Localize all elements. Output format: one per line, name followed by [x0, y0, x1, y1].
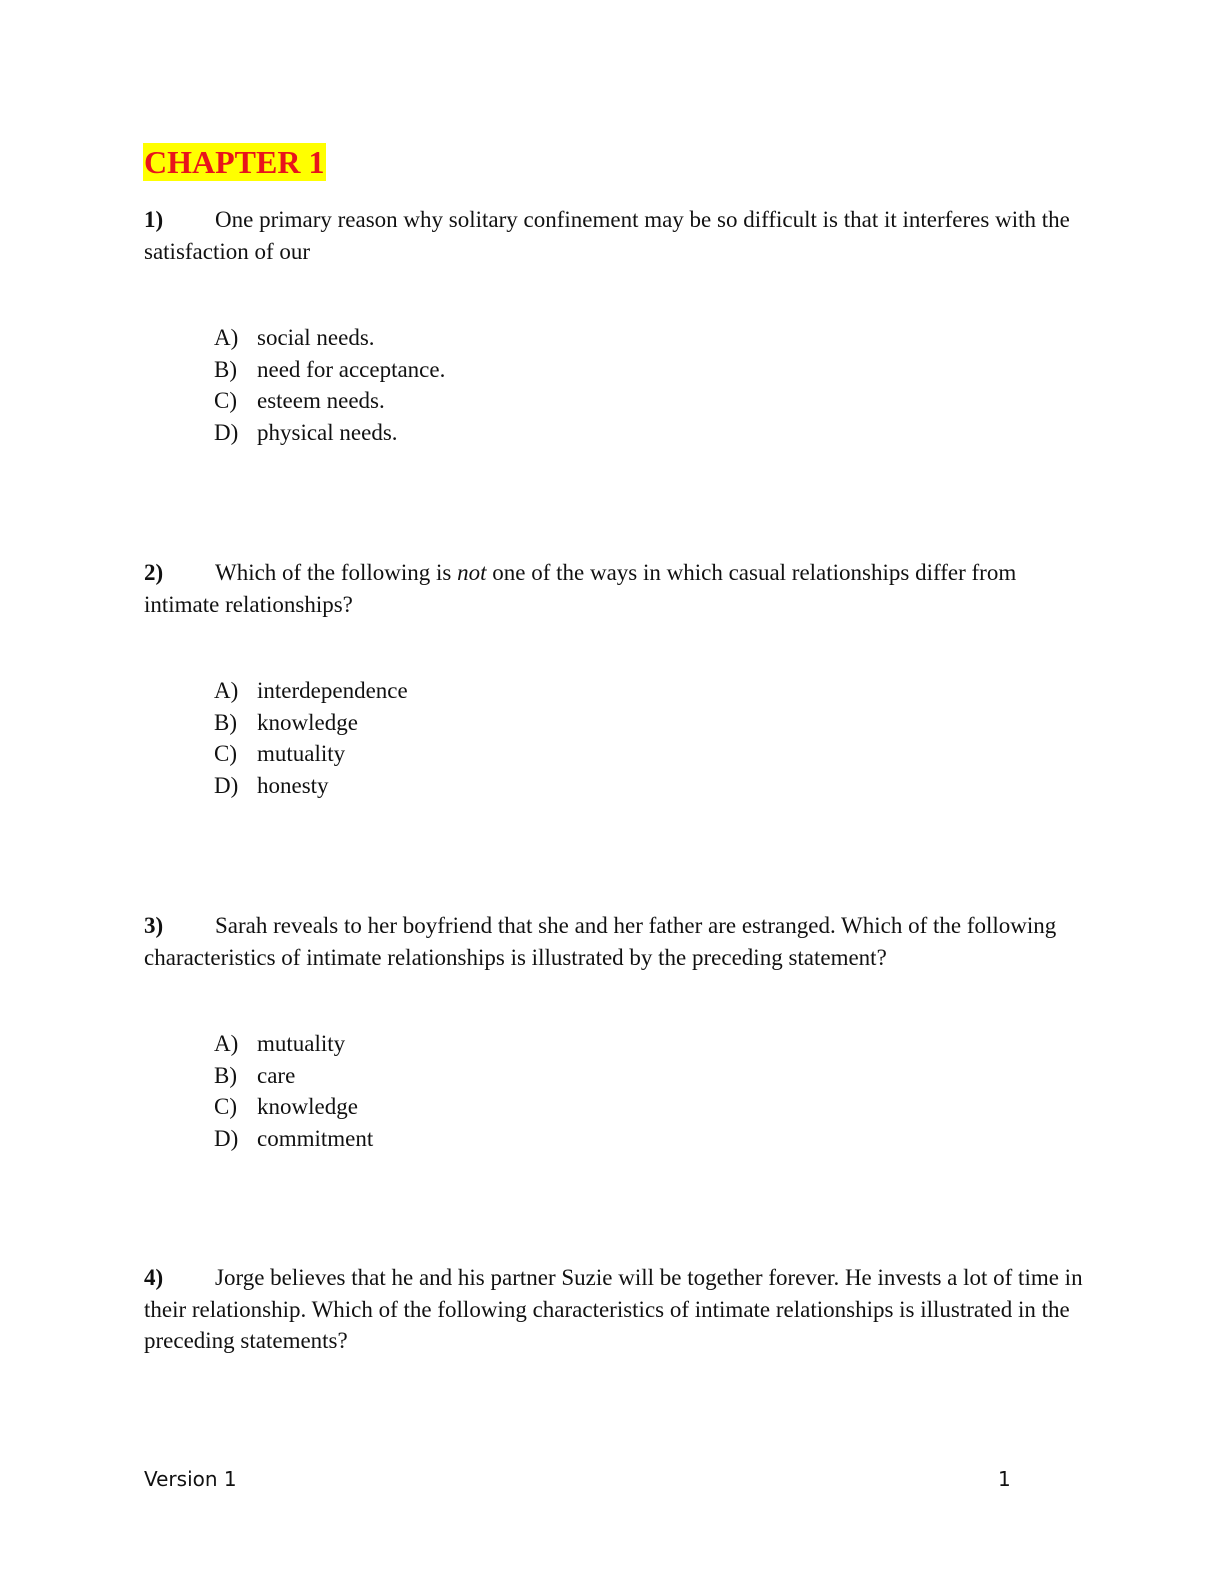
question-2-option-b [214, 707, 1084, 739]
question-2-emphasis: not [457, 560, 487, 585]
option-text: social needs. [257, 325, 375, 350]
question-3-option-a [214, 1028, 1084, 1060]
question-1-option-c [214, 385, 1084, 417]
option-letter: D) [214, 1125, 239, 1151]
question-2-options [144, 675, 1084, 801]
option-text: mutuality [257, 1031, 346, 1056]
option-letter: A) [214, 1031, 239, 1056]
option-letter: C) [214, 388, 237, 413]
option-text: mutuality [257, 741, 346, 766]
option-letter: D) [214, 772, 239, 798]
option-letter: C) [214, 1094, 237, 1119]
question-3-text: Sarah reveals to her boyfriend that she and her father are estranged. Which of the following characteristics of intimate relationships is illustrated by the preceding statement? [144, 913, 1057, 970]
question-1-option-a [214, 322, 1084, 354]
question-4-stem [144, 1262, 1084, 1357]
option-text: care [257, 1062, 296, 1088]
question-2-stem [144, 557, 1084, 620]
option-text: knowledge [257, 709, 358, 735]
question-3 [144, 910, 1084, 1154]
option-text: honesty [257, 772, 329, 798]
question-4-text: Jorge believes that he and his partner Suzie will be together forever. He invests a lot of time in their relationship. Which of the following characteristics of intimate relationships is illustrated in the preceding statements? [144, 1265, 1083, 1353]
question-3-option-c [214, 1091, 1084, 1123]
option-letter: B) [214, 709, 237, 735]
question-2-option-a [214, 675, 1084, 707]
question-1-option-d [214, 417, 1084, 449]
question-4 [144, 1262, 1084, 1357]
question-3-number: 3) [144, 913, 164, 938]
option-text: physical needs. [257, 419, 398, 445]
option-letter: A) [214, 678, 239, 703]
option-text: knowledge [257, 1094, 358, 1119]
question-1-options [144, 322, 1084, 448]
question-2-text-after: one of the ways in which casual relationships differ from intimate relationships? [144, 560, 1017, 617]
option-text: commitment [257, 1125, 374, 1151]
question-1 [144, 204, 1084, 448]
option-text: esteem needs. [257, 388, 385, 413]
question-1-text: One primary reason why solitary confinement may be so difficult is that it interferes with the satisfaction of our [144, 207, 1070, 264]
question-1-option-b [214, 354, 1084, 386]
question-1-number: 1) [144, 207, 164, 232]
question-2-option-c [214, 738, 1084, 770]
footer-version: Version 1 [144, 1467, 237, 1491]
question-3-option-d [214, 1123, 1084, 1155]
question-2-number: 2) [144, 560, 164, 585]
question-1-stem [144, 204, 1084, 267]
option-letter: B) [214, 356, 237, 382]
question-2-option-d [214, 770, 1084, 802]
option-text: interdependence [257, 678, 408, 703]
option-letter: A) [214, 325, 239, 350]
option-letter: B) [214, 1062, 237, 1088]
question-4-number: 4) [144, 1265, 164, 1290]
footer-page-number: 1 [998, 1467, 1011, 1491]
option-letter: D) [214, 419, 239, 445]
question-3-options [144, 1028, 1084, 1154]
chapter-title: CHAPTER 1 [144, 144, 325, 180]
question-3-stem [144, 910, 1084, 973]
option-letter: C) [214, 741, 237, 766]
question-3-option-b [214, 1060, 1084, 1092]
question-2-text-before: Which of the following is [215, 560, 458, 585]
option-text: need for acceptance. [257, 356, 446, 382]
question-2 [144, 557, 1084, 801]
